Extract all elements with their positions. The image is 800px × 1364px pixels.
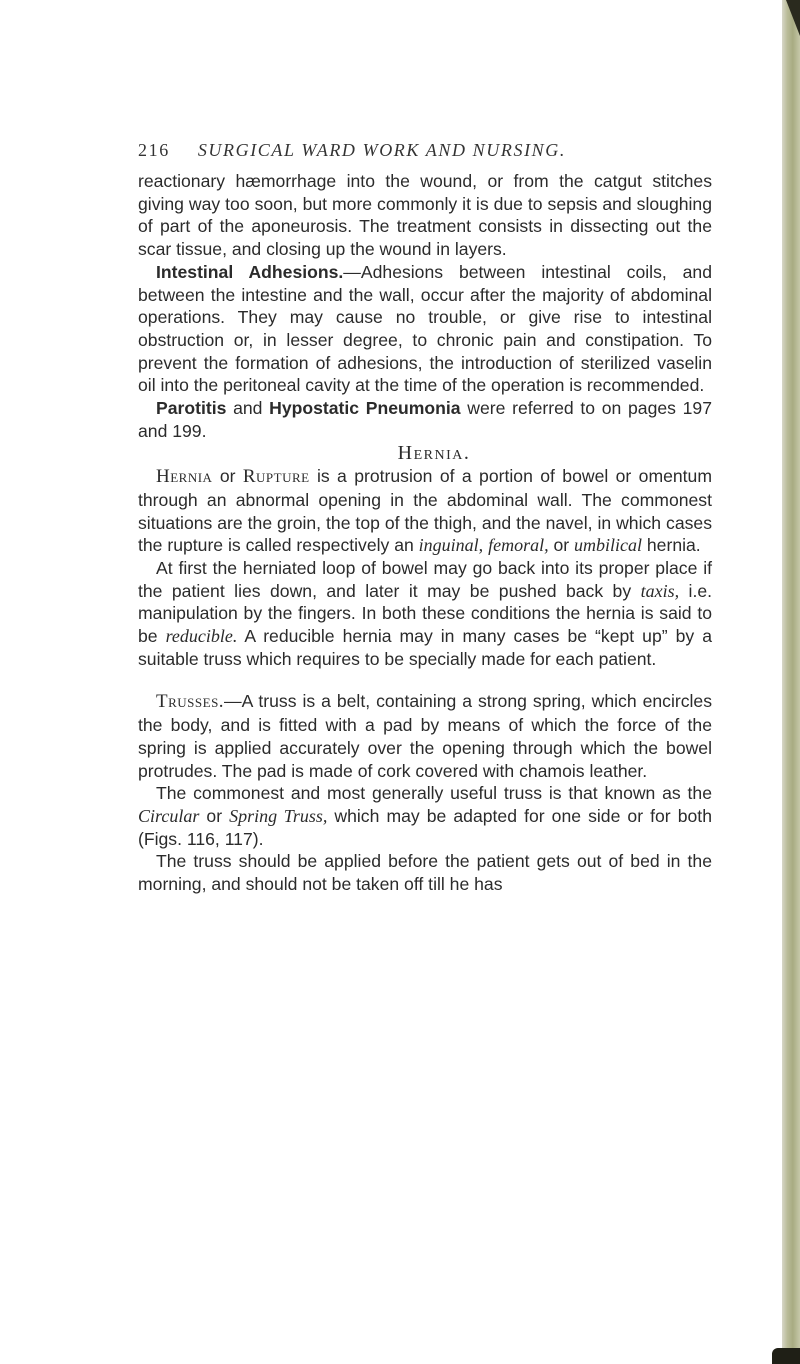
paragraph-trusses [138, 690, 712, 782]
section-heading-hernia: Hernia. [397, 442, 471, 465]
connector-text: or [212, 466, 243, 487]
paragraph-text: A reducible hernia may in many cases be “kept up” by a suitable truss which requires to be specially made for each patient. [138, 626, 712, 669]
running-head [138, 140, 738, 161]
term-femoral: femoral, [488, 535, 549, 556]
term-umbilical: umbilical [574, 535, 642, 556]
paragraph-text: —A truss is a belt, containing a strong spring, which encircles the body, and is fitted with a pad by means of which the force of the spring is applied accurately over the opening through which the bowel protrudes. The pad is made of cork covered with chamois leather. [138, 691, 712, 781]
term-circular: Circular [138, 805, 200, 826]
paragraph-wound-treatment [138, 170, 712, 261]
paragraph-text: reactionary hæmorrhage into the wound, or from the catgut stitches giving way too soon, but more commonly it is due to sepsis and sloughing of part of the aponeurosis. The treatment consists in dissecting out the scar tissue, and closing up the wound in layers. [138, 171, 712, 260]
page-corner-shadow [786, 0, 800, 36]
connector-text: and [226, 398, 270, 419]
paragraph-text: were referred to on pages 197 and 199. [138, 398, 712, 441]
subheading-parotitis: Parotitis [156, 398, 227, 419]
paragraph-text: is a protrusion of a portion of bowel or omentum through an abnormal opening in the abdominal wall. The commonest situations are the groin, the top of the thigh, and the navel, in which cases the rupture is called respectively an [138, 466, 712, 556]
term-rupture: Rupture [242, 466, 310, 488]
paragraph-parotitis [138, 397, 712, 442]
paragraph-text: At first the herniated loop of bowel may go back into its proper place if the patient lies down, and later it may be pushed back by [138, 557, 712, 601]
paragraph-hernia-definition [138, 465, 712, 557]
paragraph-text: The commonest and most generally useful truss is that known as the [156, 783, 712, 804]
paragraph-text: The truss should be applied before the patient gets out of bed in the morning, and should not be taken off till he has [138, 851, 712, 895]
subheading-hypostatic-pneumonia: Hypostatic Pneumonia [269, 398, 461, 419]
term-taxis: taxis, [640, 580, 680, 601]
paragraph-gap [138, 670, 712, 690]
page-number: 216 [138, 140, 170, 160]
running-title: SURGICAL WARD WORK AND NURSING. [197, 140, 566, 160]
term-spring-truss: Spring Truss, [229, 805, 328, 826]
paragraph-text: i.e. manipulation by the fingers. In both these conditions the hernia is said to be [138, 580, 713, 647]
paragraph-spring-truss [138, 782, 712, 850]
term-inguinal: inguinal, [418, 535, 484, 556]
term-trusses: Trusses. [156, 691, 225, 713]
term-reducible: reducible. [165, 626, 238, 647]
subheading-intestinal-adhesions: Intestinal Adhesions. [156, 261, 344, 282]
paragraph-intestinal-adhesions [138, 261, 712, 397]
paragraph-text: —Adhesions between intestinal coils, and between the intestine and the wall, occur after the majority of abdominal operations. They may cause no trouble, or give rise to intestinal obstruction or, in lesser degree, to chronic pain and constipation. To prevent the formation of adhesions, the introduction of sterilized vaselin oil into the peritoneal cavity at the time of the operation is recommended. [138, 261, 712, 396]
paragraph-reducible-hernia [138, 557, 712, 671]
body-text [138, 170, 712, 896]
page-binding-edge [782, 0, 800, 1364]
connector-text: or [548, 535, 574, 556]
paragraph-text: which may be adapted for one side or for both (Figs. 116, 117). [138, 805, 712, 849]
paragraph-text: hernia. [642, 535, 701, 556]
term-hernia: Hernia [156, 466, 213, 488]
connector-text: or [199, 805, 230, 826]
paragraph-truss-application [138, 850, 712, 895]
